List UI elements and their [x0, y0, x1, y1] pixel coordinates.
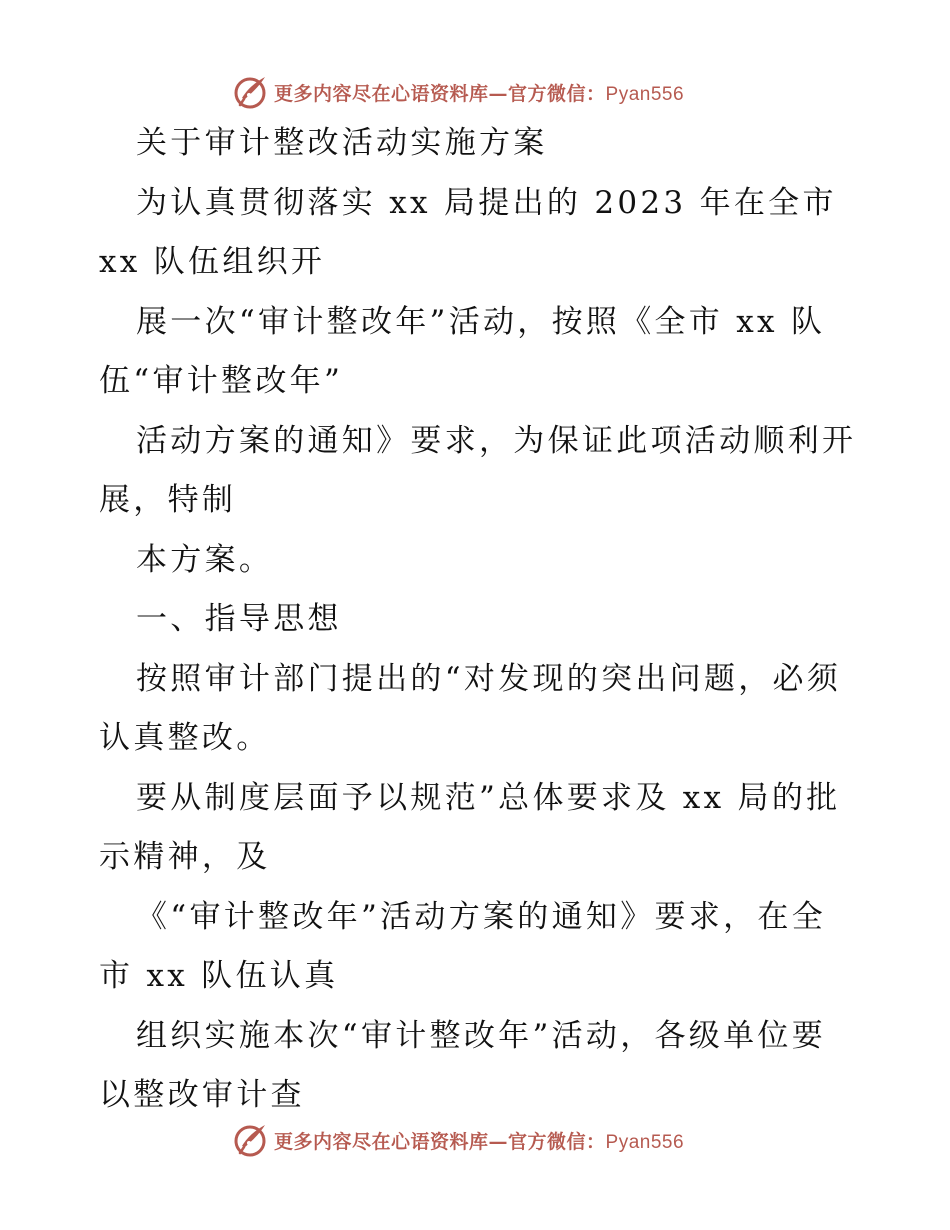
text-line: 关于审计整改活动实施方案	[136, 125, 548, 161]
text-line: 伍“审计整改年”	[99, 363, 344, 399]
text-line: 市 xx 队伍认真	[99, 958, 339, 994]
text-line: 认真整改。	[99, 720, 271, 756]
footer-watermark	[232, 1120, 684, 1160]
text-line: 一、指导思想	[136, 601, 342, 637]
watermark-text: 更多内容尽在心语资料库—官方微信：Pyan556	[274, 82, 685, 105]
header-watermark	[232, 72, 684, 112]
text-line: xx 队伍组织开	[99, 244, 326, 280]
watermark-text: 更多内容尽在心语资料库—官方微信：Pyan556	[274, 1130, 685, 1153]
text-line: 示精神，及	[99, 839, 271, 875]
quill-pen-logo-icon	[232, 1122, 268, 1158]
text-line: 展，特制	[99, 482, 237, 518]
text-line: 展一次“审计整改年”活动，按照《全市 xx 队	[136, 303, 826, 340]
quill-pen-logo-icon	[232, 74, 268, 110]
document-body	[99, 114, 857, 1126]
text-line: 以整改审计查	[99, 1077, 305, 1113]
text-line: 《“审计整改年”活动方案的通知》要求，在全	[136, 898, 826, 935]
text-line: 按照审计部门提出的“对发现的突出问题，必须	[136, 660, 842, 697]
text-line: 本方案。	[136, 541, 274, 578]
text-line: 要从制度层面予以规范”总体要求及 xx 局的批	[136, 779, 841, 816]
wechat-id: Pyan556	[605, 1131, 685, 1153]
text-line: 组织实施本次“审计整改年”活动，各级单位要	[136, 1017, 826, 1054]
text-line: 为认真贯彻落实 xx 局提出的 2023 年在全市	[136, 184, 837, 221]
text-line: 活动方案的通知》要求，为保证此项活动顺利开	[136, 422, 857, 459]
wechat-id: Pyan556	[605, 83, 685, 105]
